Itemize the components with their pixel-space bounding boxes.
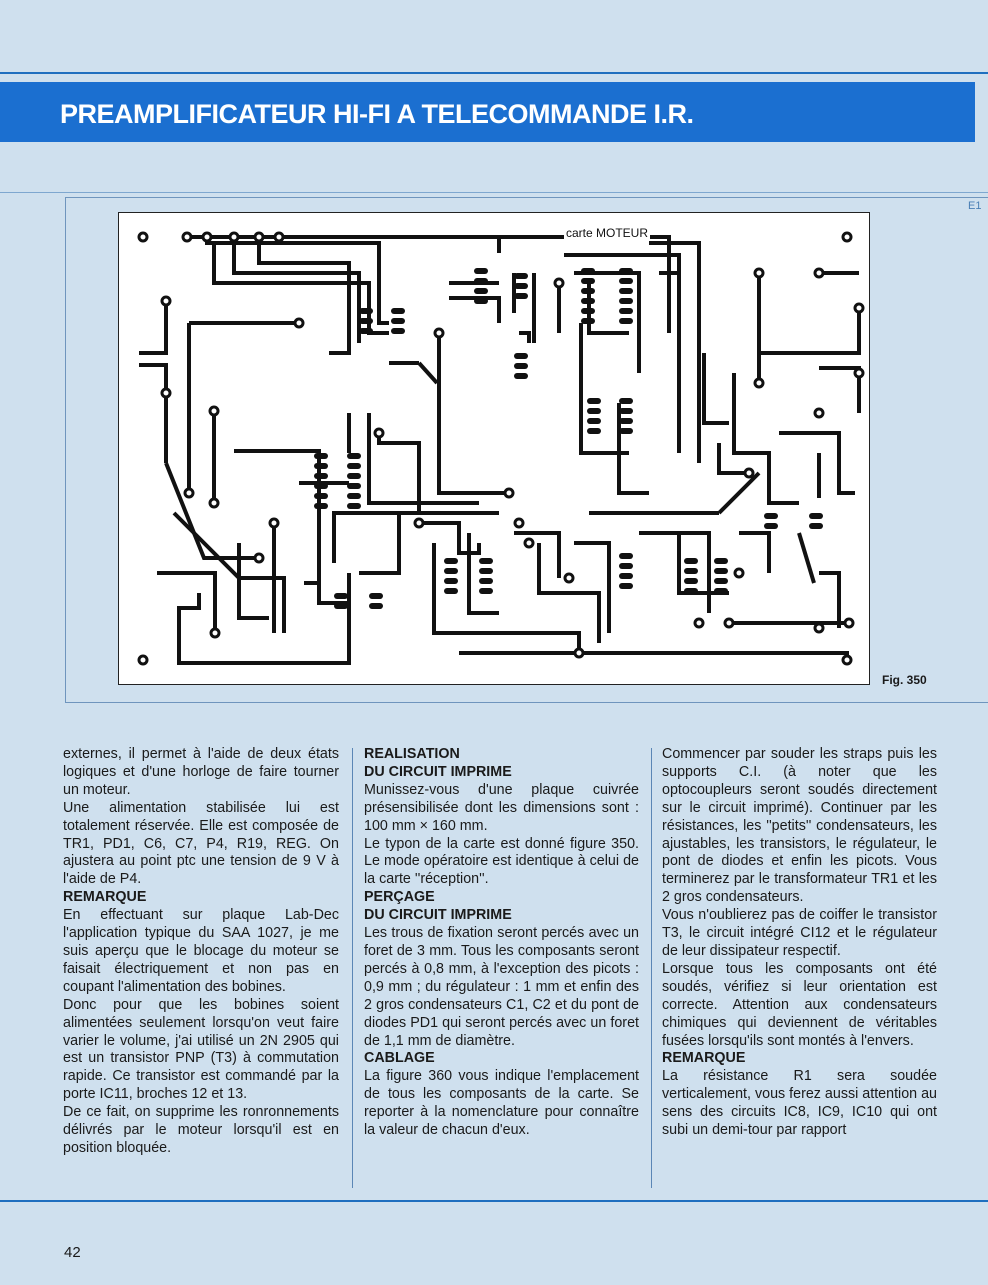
paragraph: Les trous de fixation seront percés avec un foret de 3 mm. Tous les composants seront percés à 0,8 mm, à l'exception des picots : 0,9 mm ; du régulateur : 1 mm et enfin des 2 gros condensateurs C1, C2 et du pont de diodes PD1 qui seront percés avec un foret de 1,1 mm de diamètre. <box>364 925 639 1049</box>
paragraph: En effectuant sur plaque Lab-Dec l'application typique du SAA 1027, je me suis aperçu que le blocage du moteur se faisait électriquement et non pas en coupant l'alimentation des bobines. <box>63 907 339 995</box>
column-divider <box>352 748 353 1188</box>
paragraph: Le typon de la carte est donné figure 350. Le mode opératoire est identique à celui de la carte ''réception''. <box>364 835 639 888</box>
figure-caption: Fig. 350 <box>882 673 927 687</box>
text-column-3 <box>662 746 937 1140</box>
section-heading: REMARQUE <box>63 889 147 906</box>
column-divider <box>651 748 652 1188</box>
pcb-traces <box>119 213 869 684</box>
paragraph: La figure 360 vous indique l'emplacement de tous les composants de la carte. Se reporter à la nomenclature pour connaître la valeur de chacun d'eux. <box>364 1068 639 1139</box>
bottom-rule <box>0 1200 988 1202</box>
paragraph: Une alimentation stabilisée lui est totalement réservée. Elle est composée de TR1, PD1, C6, C7, P4, R19, REG. On ajustera au point ptc une tension de 9 V à l'aide de P4. <box>63 799 339 888</box>
paragraph: Donc pour que les bobines soient alimentées seulement lorsqu'on veut faire varier le volume, j'ai utilisé un 2N 2905 qui est un transistor PNP (T3) à commutation rapide. Ce transistor est commandé par la porte IC11, broches 12 et 13. <box>63 996 339 1103</box>
title-band <box>0 82 975 142</box>
paragraph: externes, il permet à l'aide de deux états logiques et d'une horloge de faire tourner un moteur. <box>63 746 339 798</box>
paragraph: De ce fait, on supprime les ronronnements délivrés par le moteur lorsqu'il est en position bloquée. <box>63 1104 339 1156</box>
top-rule <box>0 72 988 74</box>
page-title: PREAMPLIFICATEUR HI-FI A TELECOMMANDE I.R. <box>60 99 694 129</box>
section-heading: REALISATION <box>364 746 460 762</box>
board-label: carte MOTEUR <box>566 226 649 240</box>
paragraph: La résistance R1 sera soudée verticalement, vous ferez aussi attention au sens des circuits IC8, IC9, IC10 qui ont subi un demi-tour par rapport <box>662 1068 937 1139</box>
paragraph: Commencer par souder les straps puis les supports C.I. (à noter que les optocoupleurs seront soudés directement sur le circuit imprimé). Continuer par les résistances, les ''petits'' condensateurs, les ajustables, les transistors, le régulateur, le pont de diodes et enfin les picots. Vous terminerez par le transformateur TR1 et les 2 gros condensateurs. <box>662 746 937 906</box>
text-column-1 <box>63 746 339 1158</box>
section-heading: CABLAGE <box>364 1050 435 1067</box>
section-heading: DU CIRCUIT IMPRIME <box>364 907 512 924</box>
paragraph: Munissez-vous d'une plaque cuivrée présensibilisée dont les dimensions sont : 100 mm × 160 mm. <box>364 781 639 834</box>
corner-code: E1 <box>968 200 982 212</box>
paragraph: Vous n'oublierez pas de coiffer le transistor T3, le circuit intégré CI12 et le régulateur de leur dissipateur respectif. <box>662 907 937 959</box>
section-heading: PERÇAGE <box>364 889 435 906</box>
section-heading: DU CIRCUIT IMPRIME <box>364 763 512 780</box>
pcb-layout-figure <box>118 212 870 685</box>
paragraph: Lorsque tous les composants ont été soudés, vérifiez si leur orientation est correcte. Attention aux condensateurs chimiques qui deviennent de véritables fusées lorsqu'ils sont montés à l'envers. <box>662 960 937 1049</box>
header-underline <box>0 192 988 193</box>
page-number: 42 <box>64 1244 81 1261</box>
text-column-2 <box>364 746 639 1140</box>
section-heading: REMARQUE <box>662 1050 746 1067</box>
